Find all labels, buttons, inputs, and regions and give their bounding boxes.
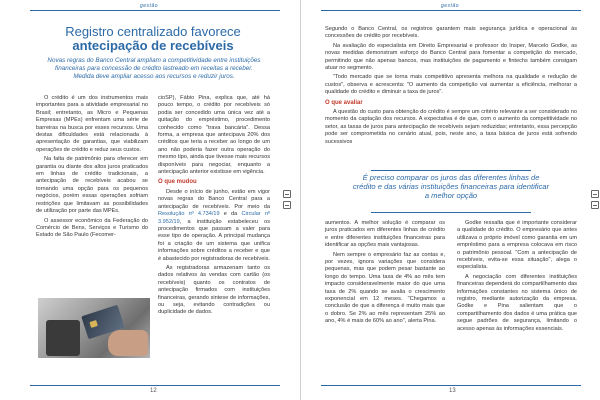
paragraph: Segundo o Banco Central, os registros garantem mais segurança jurídica e operacional às concessões de crédito por recebíveis. [325,26,577,40]
paragraph: A questão do custo para obtenção do crédito é sempre um critério relevante a ser considerado no momento da captação dos recursos. A expectativa é de que, com o aumento da competitividade no setor, as taxas de juros para antecipação de recebíveis sejam reduzidas; entretanto, essa percepção pode ser comprometida no cenário atual, pois, neste ano, a taxa básica de juros está sofrendo sucessivos [325,109,577,145]
section-label: gestão [140,3,159,9]
share-icon[interactable] [283,190,291,198]
resolution-link[interactable]: Resolução nº 4.734/19 [158,211,220,218]
right-top-block [325,26,577,148]
payment-terminal-image [46,320,80,356]
page-number: 13 [449,388,456,394]
page-number: 12 [150,388,157,394]
pull-quote: É preciso comparar os juros das diferentes linhas de crédito e das várias instituições financeiras para identificar a melhor opção [352,173,550,201]
bottom-rule [30,385,280,386]
paragraph: Na falta de patrimônio para oferecer em garantia ou diante dos altos juros praticados em linhas de crédito tradicionais, a antecipação de recebíveis acabou se tornando uma opção para os pequenos negócios, porém essas operações sofriam restrições que limitavam as possibilidades de utilização por parte das MPEs. [36,156,148,215]
paragraph: "Todo mercado que se torna mais competitivo apresenta melhora na qualidade e redução de custos", observa e acrescenta: "O aumento da competição vai aumentar a eficiência, melhorar a qualidade do crédito e diminuir a taxa de juros". [325,74,577,96]
paragraph: Godke ressalta que é importante considerar a qualidade do crédito. O empresário que antes utilizava o próprio imóvel como garantia em um empréstimo para a empresa colocava em risco o patrimônio pessoal. "Com a antecipação de recebíveis, evita-se essa situação", alega o especialista. [457,220,577,271]
hand-image [108,330,148,356]
left-column-1 [36,95,148,242]
paragraph-changes: Desde o início de junho, estão em vigor novas regras do Banco Central para a antecipação de recebíveis. Por meio da Resolução nº 4.734/19 e da Circular nº 3.952/19, a instituição estabeleceu os procedimentos que passam a valer para esse tipo de operação. A principal mudança foi a criação de um sistema que unifica informações sobre créditos a receber e que é abastecido por registradoras de recebíveis. [158,188,271,262]
title-line2: antecipação de recebíveis [72,38,234,53]
card-payment-photo [38,298,150,358]
paragraph: O assessor econômico da Federação do Comércio de Bens, Serviços e Turismo do Estado de São Paulo (Fecomer- [36,217,148,239]
bottom-rule [321,385,581,386]
paragraph: aumentos. A melhor solução é comparar os juros praticados em diferentes linhas de crédito e entre diferentes instituições financeiras para identificar as opções mais vantajosas. [325,220,445,249]
quote-rule-top [371,170,531,171]
paragraph: O crédito é um dos instrumentos mais importantes para a atividade empresarial no Brasil; entretanto, as Micro e Pequenas Empresas (MPEs) enfrentam uma série de barreiras na busca por esses recursos. Uma destas dificuldades está relacionada à apresentação de garantias, que viabilizam operações de crédito e reduz seus custos. [36,95,148,153]
subheading-what-to-evaluate: O que avaliar [325,99,363,106]
top-rule [321,10,581,11]
title-line1: Registro centralizado favorece [65,24,241,39]
paragraph: A negociação com diferentes instituições financeiras dependerá do compartilhamento das informações constantes no sistema único de registro, mediante autorização da empresa. Godke e Pina salientam que o compartilhamento dos dados é uma prática que segue padrões de segurança, limitando o acesso apenas às informações essenciais. [457,273,577,332]
circular-link[interactable]: Circular nº 3.952/19 [158,211,271,225]
quote-rule-bottom [371,212,531,213]
right-toolbar-icons [591,190,600,212]
right-column-1 [325,220,445,328]
section-label: gestão [441,3,460,9]
save-icon[interactable] [591,201,599,209]
article-title [38,25,268,53]
paragraph: As registradoras armazenam tanto os dados relativos às vendas com cartão (os recebíveis) quanto os contratos de antecipação firmados com instituições financeiras, gerando sintese de informações, ou seja, evitando contradições ou duplicidade de dados. [158,264,270,316]
paragraph: cioSP), Fábio Pina, explica que, até há pouco tempo, o crédito por recebíveis só podia ser concedido uma única vez até a quitação do empréstimo, procedimento conhecido como "trava bancária". Dessa forma, a empresa que antecipava 20% dos créditos que teria a receber ao longo de um ano não poderia fazer outra operação do mesmo tipo, ainda que tivesse mais recursos disponíveis para negociar, enquanto a antecipação anterior existisse em vigência. [158,95,270,176]
right-page [300,0,600,400]
subheading-what-changed: O que mudou [158,179,197,186]
paragraph: Na avaliação do especialista em Direito Empresarial e professor do Insper, Marcelo Godke, as novas medidas demonstram esforço do Banco Central para fomentar a competição do mercado, permitindo que não apenas bancos, mas instituições de pagamento e fintechs também consigam atuar no segmento. [325,42,577,72]
right-column-2 [457,220,577,335]
paragraph: Nem sempre o empresário faz as contas e, por vezes, ignora variações que considera pequenas, mas que podem pesar bastante ao longo do tempo. Uma taxa de 4% ao mês tem impacto consideravelmente maior do que uma taxa de 2% quando se avalia o crescimento exponencial em 12 meses. "Chegamos a conclusão de que a diferença é muito mais que o dobro. Se 2% ao mês representam 25% ao ano, 4% é mais de 60% ao ano", alerta Pina. [325,251,445,325]
top-rule [30,10,280,11]
left-column-2 [158,95,270,319]
share-icon[interactable] [591,190,599,198]
article-lead: Novas regras do Banco Central ampliam a competitividade entre instituições financeiras para concessão de crédito lastreado em receitas a receber. Medida deve ampliar acesso aos recursos e reduzir juros. [47,57,261,80]
print-icon[interactable] [283,201,291,209]
left-toolbar-icons [283,190,293,212]
